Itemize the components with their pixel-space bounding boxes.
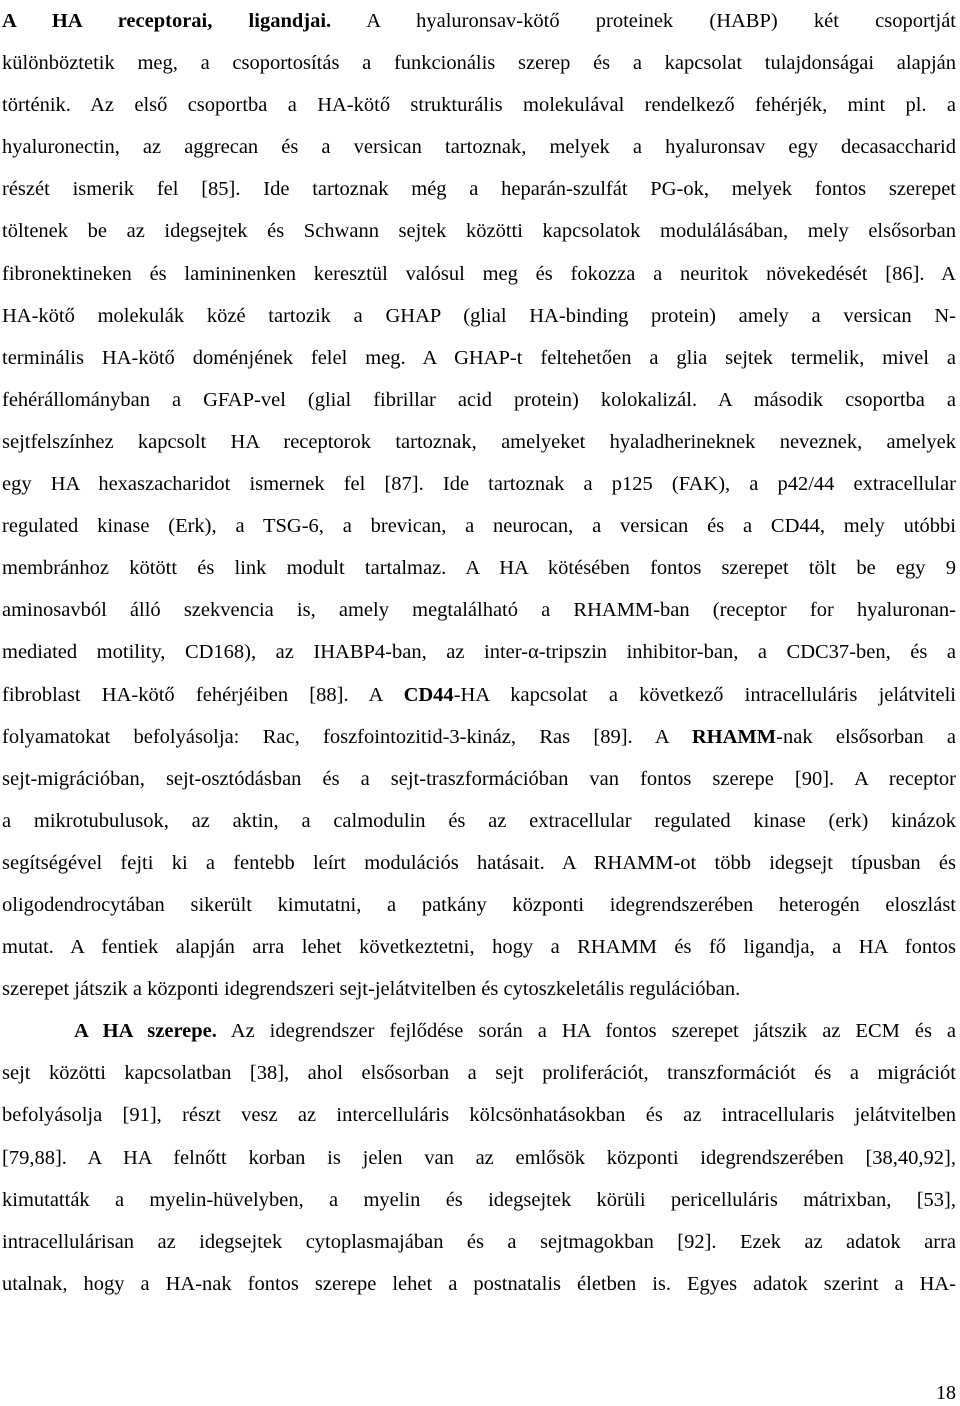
text-line: mutat. A fentiek alapján arra lehet következtetni, hogy a RHAMM és fő ligandja, a HA fontos [2, 936, 956, 959]
text-line: folyamatokat befolyásolja: Rac, foszfointozitid-3-kináz, Ras [89]. A RHAMM-nak elsősorban a [2, 725, 956, 748]
text-line: történik. Az első csoportba a HA-kötő strukturális molekulával rendelkező fehérjék, mint pl. a [2, 94, 956, 117]
text-line: A HA szerepe. Az idegrendszer fejlődése során a HA fontos szerepet játszik az ECM és a [74, 1020, 957, 1043]
text-line: sejt közötti kapcsolatban [38], ahol elsősorban a sejt proliferációt, transzformációt és a migrációt [2, 1062, 956, 1085]
rhamm-term: RHAMM [691, 725, 777, 748]
text-line: töltenek be az idegsejtek és Schwann sejtek közötti kapcsolatok modulálásában, mely elsősorban [2, 220, 956, 243]
text-line: segítségével fejti ki a fentebb leírt modulációs hatásait. A RHAMM-ot több idegsejt típusban és [2, 851, 956, 874]
text-line: fehérállományban a GFAP-vel (glial fibrillar acid protein) kolokalizál. A második csoportba a [2, 388, 956, 411]
text-line: mediated motility, CD168), az IHABP4-ban, az inter-α-tripszin inhibitor-ban, a CDC37-ben, és a [2, 641, 956, 664]
text-line: utalnak, hogy a HA-nak fontos szerepe lehet a postnatalis életben is. Egyes adatok szerint a HA- [2, 1272, 956, 1295]
section-heading-receptors: A HA receptorai, ligandjai. [2, 10, 332, 32]
text-line: intracellulárisan az idegsejtek cytoplasmajában és a sejtmagokban [92]. Ezek az adatok arra [2, 1230, 956, 1253]
text-line: sejtfelszínhez kapcsolt HA receptorok tartoznak, amelyeket hyaladherineknek neveznek, amelyek [2, 430, 956, 453]
text-line: aminosavból álló szekvencia is, amely megtalálható a RHAMM-ban (receptor for hyaluronan- [2, 599, 956, 622]
text-line: a mikrotubulusok, az aktin, a calmodulin és az extracellular regulated kinase (erk) kinázok [2, 809, 956, 832]
text-line: kimutatták a myelin-hüvelyben, a myelin és idegsejtek körüli pericelluláris mátrixban, [53], [2, 1188, 956, 1211]
text-line: oligodendrocytában sikerült kimutatni, a patkány központi idegrendszerében heterogén eloszlást [2, 893, 956, 916]
body-text [2, 0, 956, 1305]
text-line: különböztetik meg, a csoportosítás a funkcionális szerep és a kapcsolat tulajdonságai alapján [2, 52, 956, 75]
text-line: membránhoz kötött és link modult tartalmaz. A HA kötésében fontos szerepet tölt be egy 9 [2, 557, 956, 580]
text-line: részét ismerik fel [85]. Ide tartoznak még a heparán-szulfát PG-ok, melyek fontos szerepet [2, 178, 956, 201]
text-line: A HA receptorai, ligandjai. A hyaluronsav-kötő proteinek (HABP) két csoportját [2, 10, 956, 32]
text-line: regulated kinase (Erk), a TSG-6, a brevican, a neurocan, a versican és a CD44, mely utóbbi [2, 515, 956, 538]
text-line: sejt-migrációban, sejt-osztódásban és a sejt-traszformációban van fontos szerepe [90]. A receptor [2, 767, 956, 790]
text-line: terminális HA-kötő doménjének felel meg. A GHAP-t feltehetően a glia sejtek termelik, mivel a [2, 346, 956, 369]
text-line: HA-kötő molekulák közé tartozik a GHAP (glial HA-binding protein) amely a versican N- [2, 304, 956, 327]
text-line: [79,88]. A HA felnőtt korban is jelen van az emlősök központi idegrendszerében [38,40,92], [2, 1146, 956, 1169]
text-line: egy HA hexaszacharidot ismernek fel [87]. Ide tartoznak a p125 (FAK), a p42/44 extracellular [2, 473, 956, 496]
page-number: 18 [936, 1382, 956, 1404]
text-line: fibroblast HA-kötő fehérjéiben [88]. A CD44-HA kapcsolat a következő intracelluláris jelátviteli [2, 683, 956, 706]
text-line: befolyásolja [91], részt vesz az intercelluláris kölcsönhatásokban és az intracellularis jelátvitelben [2, 1104, 956, 1127]
section-heading-ha-role: A HA szerepe. [74, 1020, 217, 1043]
text-line: fibronektineken és lamininenken keresztül valósul meg és fokozza a neuritok növekedését [86]. A [2, 262, 956, 285]
text-line: szerepet játszik a központi idegrendszeri sejt-jelátvitelben és cytoszkeletális regulációban. [2, 978, 741, 1001]
text-line: hyaluronectin, az aggrecan és a versican tartoznak, melyek a hyaluronsav egy decasaccharid [2, 136, 956, 159]
cd44-term: CD44 [403, 683, 454, 706]
